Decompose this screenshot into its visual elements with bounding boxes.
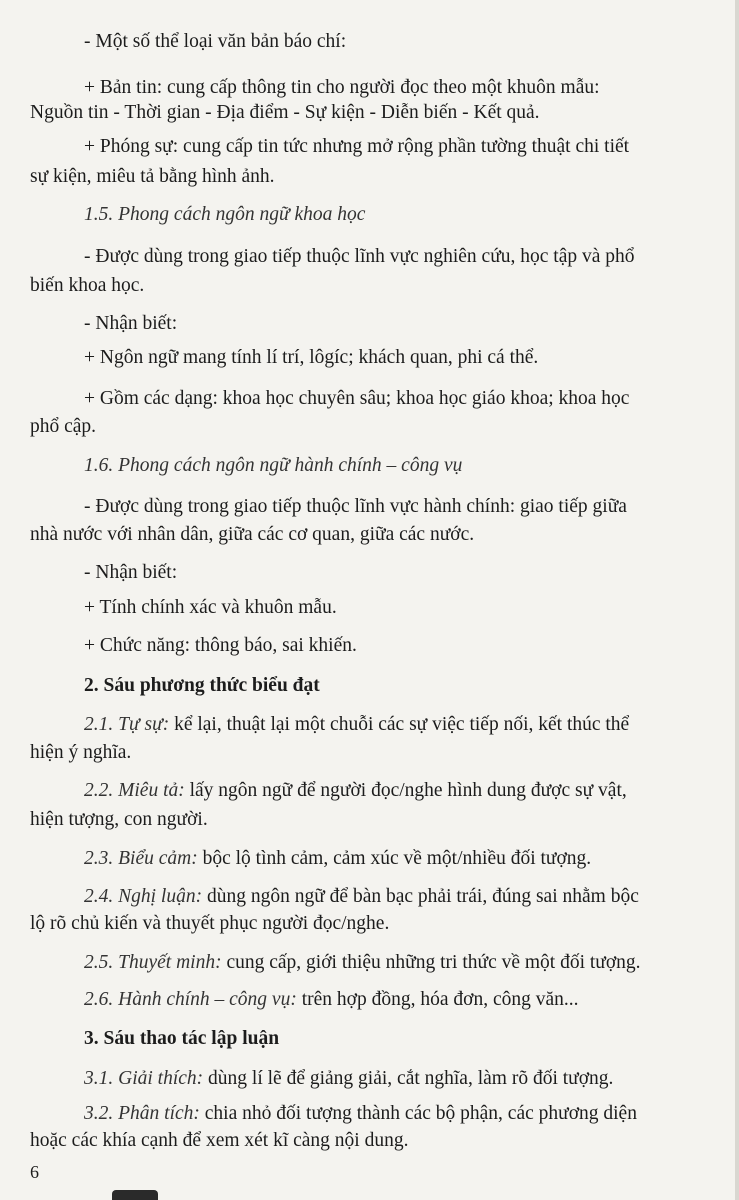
definition-text: kể lại, thuật lại một chuỗi các sự việc tiếp nối, kết thúc thể xyxy=(174,714,630,735)
text-line: biến khoa học. xyxy=(30,275,145,296)
section-heading-3: 3. Sáu thao tác lập luận xyxy=(84,1028,280,1049)
definition-text: trên hợp đồng, hóa đơn, công văn... xyxy=(301,989,579,1010)
text-line: + Tính chính xác và khuôn mẫu. xyxy=(84,597,337,618)
text-line: Nguồn tin - Thời gian - Địa điểm - Sự kiện - Diễn biến - Kết quả. xyxy=(30,102,540,123)
definition-text: dùng ngôn ngữ để bàn bạc phải trái, đúng sai nhằm bộc xyxy=(206,886,639,907)
term: 2.2. Miêu tả: xyxy=(84,780,185,801)
text-line: - Nhận biết: xyxy=(84,562,178,583)
text-line: hoặc các khía cạnh để xem xét kĩ càng nội dung. xyxy=(30,1130,409,1151)
text-line: + Bản tin: cung cấp thông tin cho người đọc theo một khuôn mẫu: xyxy=(84,77,600,98)
definition-3-1 xyxy=(0,1062,739,1096)
text-line: hiện ý nghĩa. xyxy=(30,742,132,763)
text-line: + Chức năng: thông báo, sai khiến. xyxy=(84,635,357,656)
definition-2-5 xyxy=(0,946,739,980)
term: 2.3. Biểu cảm: xyxy=(84,848,198,869)
definition-2-3 xyxy=(0,842,739,876)
page-edge-shadow xyxy=(735,0,739,1200)
text-line: + Gồm các dạng: khoa học chuyên sâu; khoa học giáo khoa; khoa học xyxy=(84,388,630,409)
text-line: sự kiện, miêu tả bằng hình ảnh. xyxy=(30,166,275,187)
section-heading-2: 2. Sáu phương thức biểu đạt xyxy=(84,675,320,696)
scan-smudge xyxy=(112,1190,158,1200)
page-number: 6 xyxy=(30,1162,39,1182)
definition-text: chia nhỏ đối tượng thành các bộ phận, các phương diện xyxy=(204,1103,637,1124)
section-heading-1-5: 1.5. Phong cách ngôn ngữ khoa học xyxy=(84,204,366,225)
term: 2.6. Hành chính – công vụ: xyxy=(84,989,297,1010)
text-line: - Được dùng trong giao tiếp thuộc lĩnh vực nghiên cứu, học tập và phổ xyxy=(84,246,635,267)
text-line: - Được dùng trong giao tiếp thuộc lĩnh vực hành chính: giao tiếp giữa xyxy=(84,496,627,517)
definition-2-6 xyxy=(0,983,739,1017)
section-heading-1-6: 1.6. Phong cách ngôn ngữ hành chính – công vụ xyxy=(84,455,463,476)
definition-text: bộc lộ tình cảm, cảm xúc về một/nhiều đối tượng. xyxy=(202,848,592,869)
text-line: phổ cập. xyxy=(30,416,97,437)
text-line: nhà nước với nhân dân, giữa các cơ quan, giữa các nước. xyxy=(30,524,475,545)
definition-text: dùng lí lẽ để giảng giải, cắt nghĩa, làm rõ đối tượng. xyxy=(208,1068,614,1089)
text-line: + Phóng sự: cung cấp tin tức nhưng mở rộng phần tường thuật chi tiết xyxy=(84,136,630,157)
term: 2.5. Thuyết minh: xyxy=(84,952,222,973)
term: 3.1. Giải thích: xyxy=(84,1068,204,1089)
term: 2.4. Nghị luận: xyxy=(84,886,203,907)
text-line: + Ngôn ngữ mang tính lí trí, lôgíc; khách quan, phi cá thể. xyxy=(84,347,539,368)
definition-text: lấy ngôn ngữ để người đọc/nghe hình dung được sự vật, xyxy=(189,780,627,801)
definition-text: cung cấp, giới thiệu những tri thức về một đối tượng. xyxy=(226,952,641,973)
text-line: lộ rõ chủ kiến và thuyết phục người đọc/nghe. xyxy=(30,913,390,934)
text-line: - Một số thể loại văn bản báo chí: xyxy=(84,31,347,52)
term: 3.2. Phân tích: xyxy=(84,1103,200,1124)
term: 2.1. Tự sự: xyxy=(84,714,170,735)
text-line: hiện tượng, con người. xyxy=(30,809,208,830)
text-line: - Nhận biết: xyxy=(84,313,178,334)
